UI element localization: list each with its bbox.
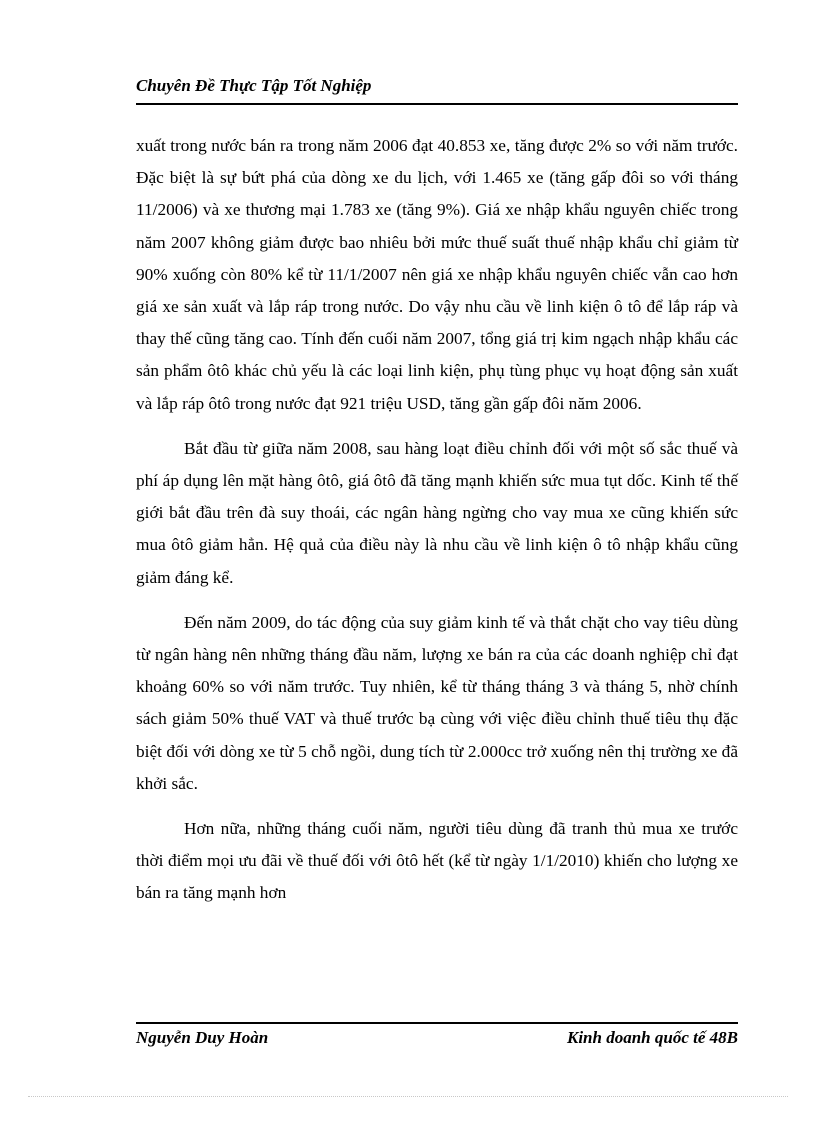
header-divider bbox=[136, 103, 738, 105]
paragraph: Hơn nữa, những tháng cuối năm, người tiêu dùng đã tranh thủ mua xe trước thời điểm mọi ưu đãi về thuế đối với ôtô hết (kể từ ngày 1/1/2010) khiến cho lượng xe bán ra tăng mạnh hơn bbox=[136, 819, 738, 903]
footer-course: Kinh doanh quốc tế 48B bbox=[567, 1028, 738, 1047]
page-edge-dotted-line bbox=[28, 1096, 788, 1097]
footer-author: Nguyễn Duy Hoàn bbox=[136, 1028, 269, 1047]
page-header-title: Chuyên Đề Thực Tập Tốt Nghiệp bbox=[136, 76, 372, 95]
paragraph-continuation: xuất trong nước bán ra trong năm 2006 đạt 40.853 xe, tăng được 2% so với năm trước. Đặc biệt là sự bứt phá của dòng xe du lịch, với 1.465 xe (tăng gấp đôi so với tháng 11/2006) và xe thương mại 1.783 xe (tăng 9%). Giá xe nhập khẩu nguyên chiếc trong năm 2007 không giảm được bao nhiêu bởi mức thuế suất thuế nhập khẩu chỉ giảm từ 90% xuống còn 80% kể từ 11/1/2007 nên giá xe nhập khẩu nguyên chiếc vẫn cao hơn giá xe sản xuất và lắp ráp trong nước. Do vậy nhu cầu về linh kiện ô tô để lắp ráp và thay thế cũng tăng cao. Tính đến cuối năm 2007, tổng giá trị kim ngạch nhập khẩu các sản phẩm ôtô khác chủ yếu là các loại linh kiện, phụ tùng phục vụ hoạt động sản xuất và lắp ráp ôtô trong nước đạt 921 triệu USD, tăng gần gấp đôi năm 2006. bbox=[136, 136, 738, 413]
paragraph: Đến năm 2009, do tác động của suy giảm kinh tế và thắt chặt cho vay tiêu dùng từ ngân hàng nên những tháng đầu năm, lượng xe bán ra của các doanh nghiệp chỉ đạt khoảng 60% so với năm trước. Tuy nhiên, kể từ tháng tháng 3 và tháng 5, nhờ chính sách giảm 50% thuế VAT và thuế trước bạ cùng với việc điều chỉnh thuế tiêu thụ đặc biệt đối với dòng xe từ 5 chỗ ngồi, dung tích từ 2.000cc trở xuống nên thị trường xe đã khởi sắc. bbox=[136, 612, 738, 793]
document-body bbox=[136, 130, 738, 923]
paragraph: Bắt đầu từ giữa năm 2008, sau hàng loạt điều chỉnh đối với một số sắc thuế và phí áp dụng lên mặt hàng ôtô, giá ôtô đã tăng mạnh khiến sức mua tụt dốc. Kinh tế thế giới bắt đầu trên đà suy thoái, các ngân hàng ngừng cho vay mua xe cũng khiến sức mua ôtô giảm hẳn. Hệ quả của điều này là nhu cầu về linh kiện ô tô nhập khẩu cũng giảm đáng kể. bbox=[136, 438, 738, 587]
footer-divider bbox=[136, 1022, 738, 1024]
